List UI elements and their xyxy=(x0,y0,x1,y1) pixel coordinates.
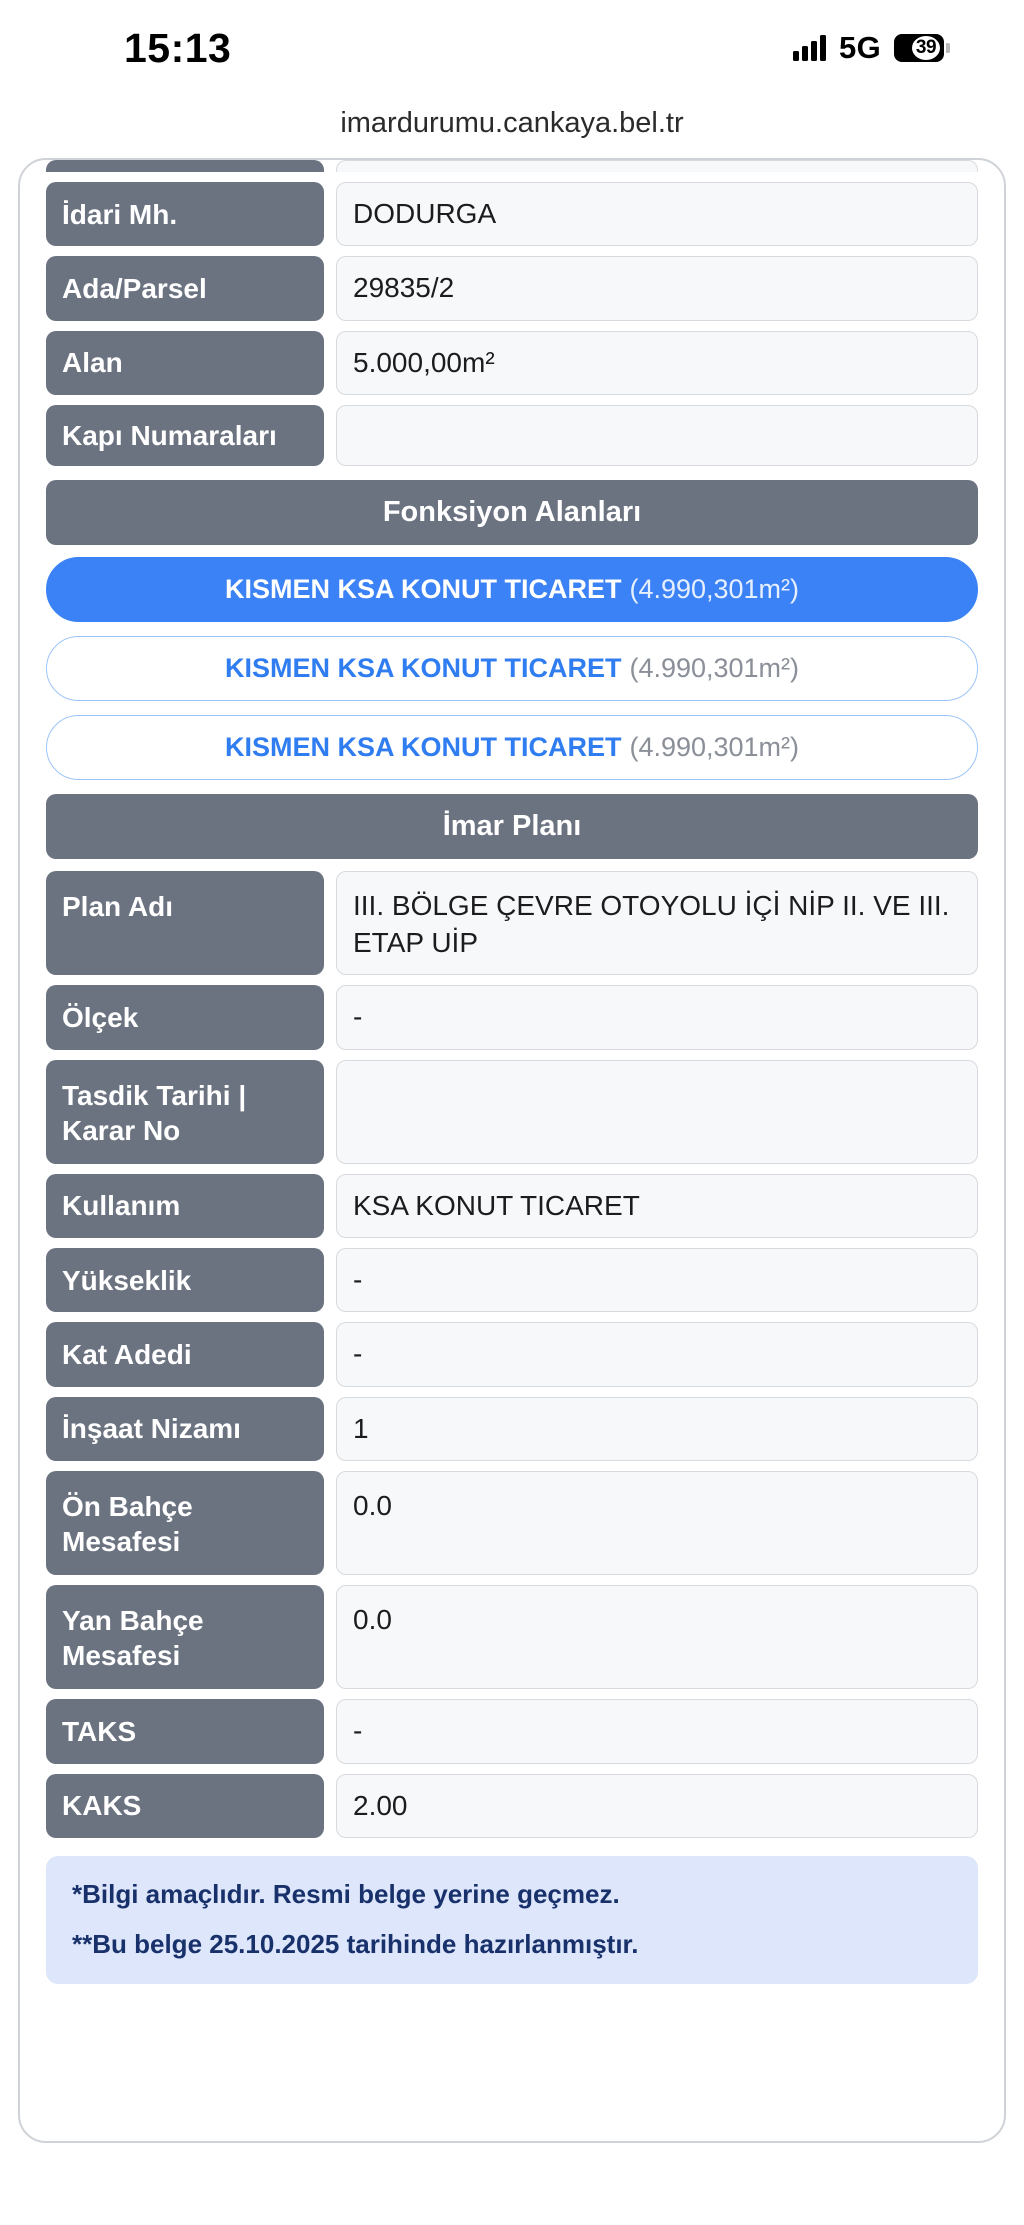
function-area-size: (4.990,301m²) xyxy=(629,653,800,684)
battery-icon xyxy=(894,34,944,62)
table-row xyxy=(46,331,978,395)
table-row-clipped xyxy=(46,160,978,172)
row-key: İnşaat Nizamı xyxy=(46,1397,324,1461)
row-key: Kat Adedi xyxy=(46,1322,324,1386)
row-key: İdari Mh. xyxy=(46,182,324,246)
row-value: KSA KONUT TICARET xyxy=(336,1174,978,1238)
table-row xyxy=(46,256,978,320)
row-key: KAKS xyxy=(46,1774,324,1838)
row-key: TAKS xyxy=(46,1699,324,1763)
function-area-item-0[interactable] xyxy=(46,557,978,622)
disclaimer-line-2: **Bu belge 25.10.2025 tarihinde hazırlanmıştır. xyxy=(72,1928,639,1959)
table-row xyxy=(46,1774,978,1838)
function-area-name: KISMEN KSA KONUT TICARET xyxy=(224,574,622,605)
row-key: Ölçek xyxy=(46,985,324,1049)
table-row xyxy=(46,871,978,975)
table-row xyxy=(46,405,978,466)
table-row xyxy=(46,1699,978,1763)
row-value: - xyxy=(336,1248,978,1312)
function-area-name: KISMEN KSA KONUT TICARET xyxy=(224,653,622,684)
row-value: - xyxy=(336,1322,978,1386)
table-row xyxy=(46,1585,978,1689)
row-value xyxy=(336,160,978,172)
status-bar xyxy=(0,0,1024,96)
parcel-info-table xyxy=(46,182,978,466)
row-value: 2.00 xyxy=(336,1774,978,1838)
table-row xyxy=(46,1174,978,1238)
row-value: 1 xyxy=(336,1397,978,1461)
browser-url-bar[interactable] xyxy=(0,96,1024,150)
row-key: Plan Adı xyxy=(46,871,324,975)
zoning-plan-table xyxy=(46,871,978,1838)
row-key: Kapı Numaraları xyxy=(46,405,324,466)
row-key xyxy=(46,160,324,172)
table-row xyxy=(46,1397,978,1461)
browser-viewport xyxy=(18,158,1006,2143)
signal-bars-icon xyxy=(793,35,826,61)
row-value xyxy=(336,405,978,466)
network-type-label: 5G xyxy=(839,30,881,65)
url-text: imardurumu.cankaya.bel.tr xyxy=(340,106,684,139)
table-row xyxy=(46,1060,978,1164)
battery-level-label: 39 xyxy=(912,36,940,60)
table-row xyxy=(46,985,978,1049)
row-key: Yükseklik xyxy=(46,1248,324,1312)
imar-durumu-page xyxy=(20,160,1004,1984)
row-value: - xyxy=(336,985,978,1049)
row-value: 29835/2 xyxy=(336,256,978,320)
table-row xyxy=(46,182,978,246)
row-value: 5.000,00m² xyxy=(336,331,978,395)
function-area-item-2[interactable] xyxy=(46,715,978,780)
function-area-item-1[interactable] xyxy=(46,636,978,701)
function-area-name: KISMEN KSA KONUT TICARET xyxy=(224,732,622,763)
row-key: Alan xyxy=(46,331,324,395)
row-key: Yan Bahçe Mesafesi xyxy=(46,1585,324,1689)
row-key: Ada/Parsel xyxy=(46,256,324,320)
row-value xyxy=(336,1060,978,1164)
row-value: III. BÖLGE ÇEVRE OTOYOLU İÇİ NİP II. VE III. ETAP UİP xyxy=(336,871,978,975)
row-value: 0.0 xyxy=(336,1471,978,1575)
function-areas-header: Fonksiyon Alanları xyxy=(46,480,978,545)
row-key: Ön Bahçe Mesafesi xyxy=(46,1471,324,1575)
row-value: 0.0 xyxy=(336,1585,978,1689)
table-row xyxy=(46,1248,978,1312)
table-row xyxy=(46,1471,978,1575)
row-key: Kullanım xyxy=(46,1174,324,1238)
zoning-plan-header: İmar Planı xyxy=(46,794,978,859)
function-area-size: (4.990,301m²) xyxy=(629,732,800,763)
row-value: DODURGA xyxy=(336,182,978,246)
status-time: 15:13 xyxy=(124,24,232,71)
row-value: - xyxy=(336,1699,978,1763)
disclaimer-box xyxy=(46,1856,978,1984)
disclaimer-line-1: *Bilgi amaçlıdır. Resmi belge yerine geçmez. xyxy=(72,1878,620,1909)
status-indicators xyxy=(793,30,944,66)
table-row xyxy=(46,1322,978,1386)
row-key: Tasdik Tarihi | Karar No xyxy=(46,1060,324,1164)
function-area-size: (4.990,301m²) xyxy=(629,574,800,605)
